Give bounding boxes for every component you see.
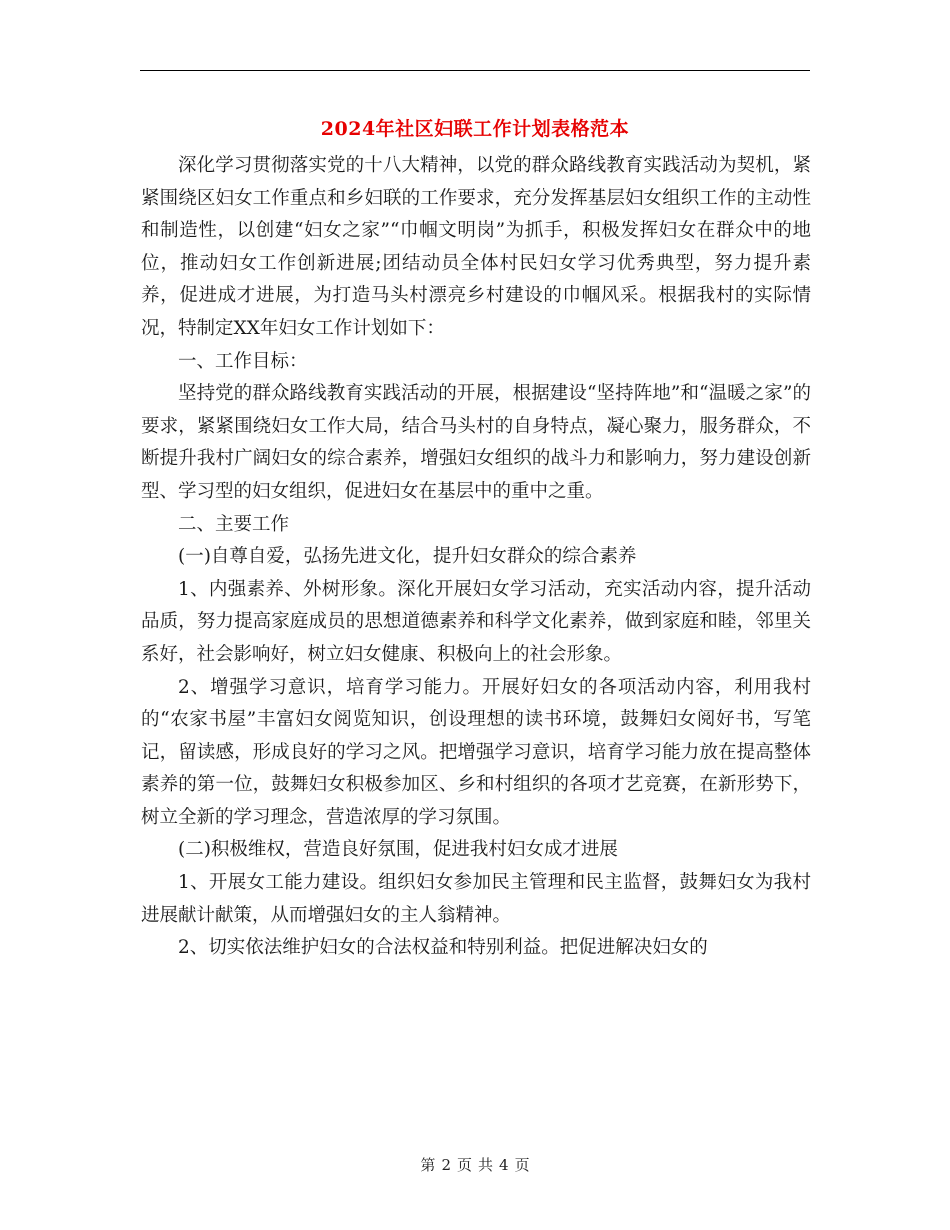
paragraph-item-1: 1、内强素养、外树形象。深化开展妇女学习活动，充实活动内容，提升活动品质，努力提高家庭成员的思想道德素养和科学文化素养，做到家庭和睦，邻里关系好，社会影响好，树立妇女健康、积极向上的社会形象。 <box>141 578 811 665</box>
footer-total-prefix: 共 <box>478 1156 494 1174</box>
footer-prefix: 第 <box>420 1156 436 1174</box>
subheading-rights: (二)积极维权，营造良好氛围，促进我村妇女成才进展 <box>178 839 618 861</box>
paragraph-rights-item-1: 1、开展女工能力建设。组织妇女参加民主管理和民主监督，鼓舞妇女为我村进展献计献策，从而增强妇女的主人翁精神。 <box>141 872 811 926</box>
paragraph-rights-item-2: 2、切实依法维护妇女的合法权益和特别利益。把促进解决妇女的 <box>178 937 708 959</box>
document-body <box>141 150 811 965</box>
footer-total: 4 <box>499 1156 509 1174</box>
heading-work-goals: 一、工作目标： <box>178 350 308 372</box>
footer-page: 2 <box>441 1156 451 1174</box>
footer-page-unit: 页 <box>456 1156 472 1174</box>
heading-main-work: 二、主要工作 <box>178 513 290 535</box>
footer-total-unit: 页 <box>514 1156 530 1174</box>
header-rule <box>140 70 810 71</box>
paragraph-item-2: 2、增强学习意识，培育学习能力。开展好妇女的各项活动内容，利用我村的“农家书屋”丰富妇女阅览知识，创设理想的读书环境，鼓舞妇女阅好书，写笔记，留读感，形成良好的学习之风。把增强学习意识，培育学习能力放在提高整体素养的第一位，鼓舞妇女积极参加区、乡和村组织的各项才艺竞赛，在新形势下，树立全新的学习理念，营造浓厚的学习氛围。 <box>141 676 811 828</box>
page-number <box>0 1154 950 1175</box>
paragraph-goals: 坚持党的群众路线教育实践活动的开展，根据建设“坚持阵地”和“温暖之家”的要求，紧紧围绕妇女工作大局，结合马头村的自身特点，凝心聚力，服务群众，不断提升我村广阔妇女的综合素养，增强妇女组织的战斗力和影响力，努力建设创新型、学习型的妇女组织，促进妇女在基层中的重中之重。 <box>141 383 811 502</box>
document-title: 2024年社区妇联工作计划表格范本 <box>320 118 630 140</box>
subheading-self-respect: (一)自尊自爱，弘扬先进文化，提升妇女群众的综合素养 <box>178 546 637 568</box>
paragraph-intro: 深化学习贯彻落实党的十八大精神，以党的群众路线教育实践活动为契机，紧紧围绕区妇女工作重点和乡妇联的工作要求，充分发挥基层妇女组织工作的主动性和制造性，以创建“妇女之家”“巾帼文明岗”为抓手，积极发挥妇女在群众中的地位，推动妇女工作创新进展;团结动员全体村民妇女学习优秀典型，努力提升素养，促进成才进展，为打造马头村漂亮乡村建设的巾帼风采。根据我村的实际情况，特制定XX年妇女工作计划如下： <box>141 155 811 339</box>
